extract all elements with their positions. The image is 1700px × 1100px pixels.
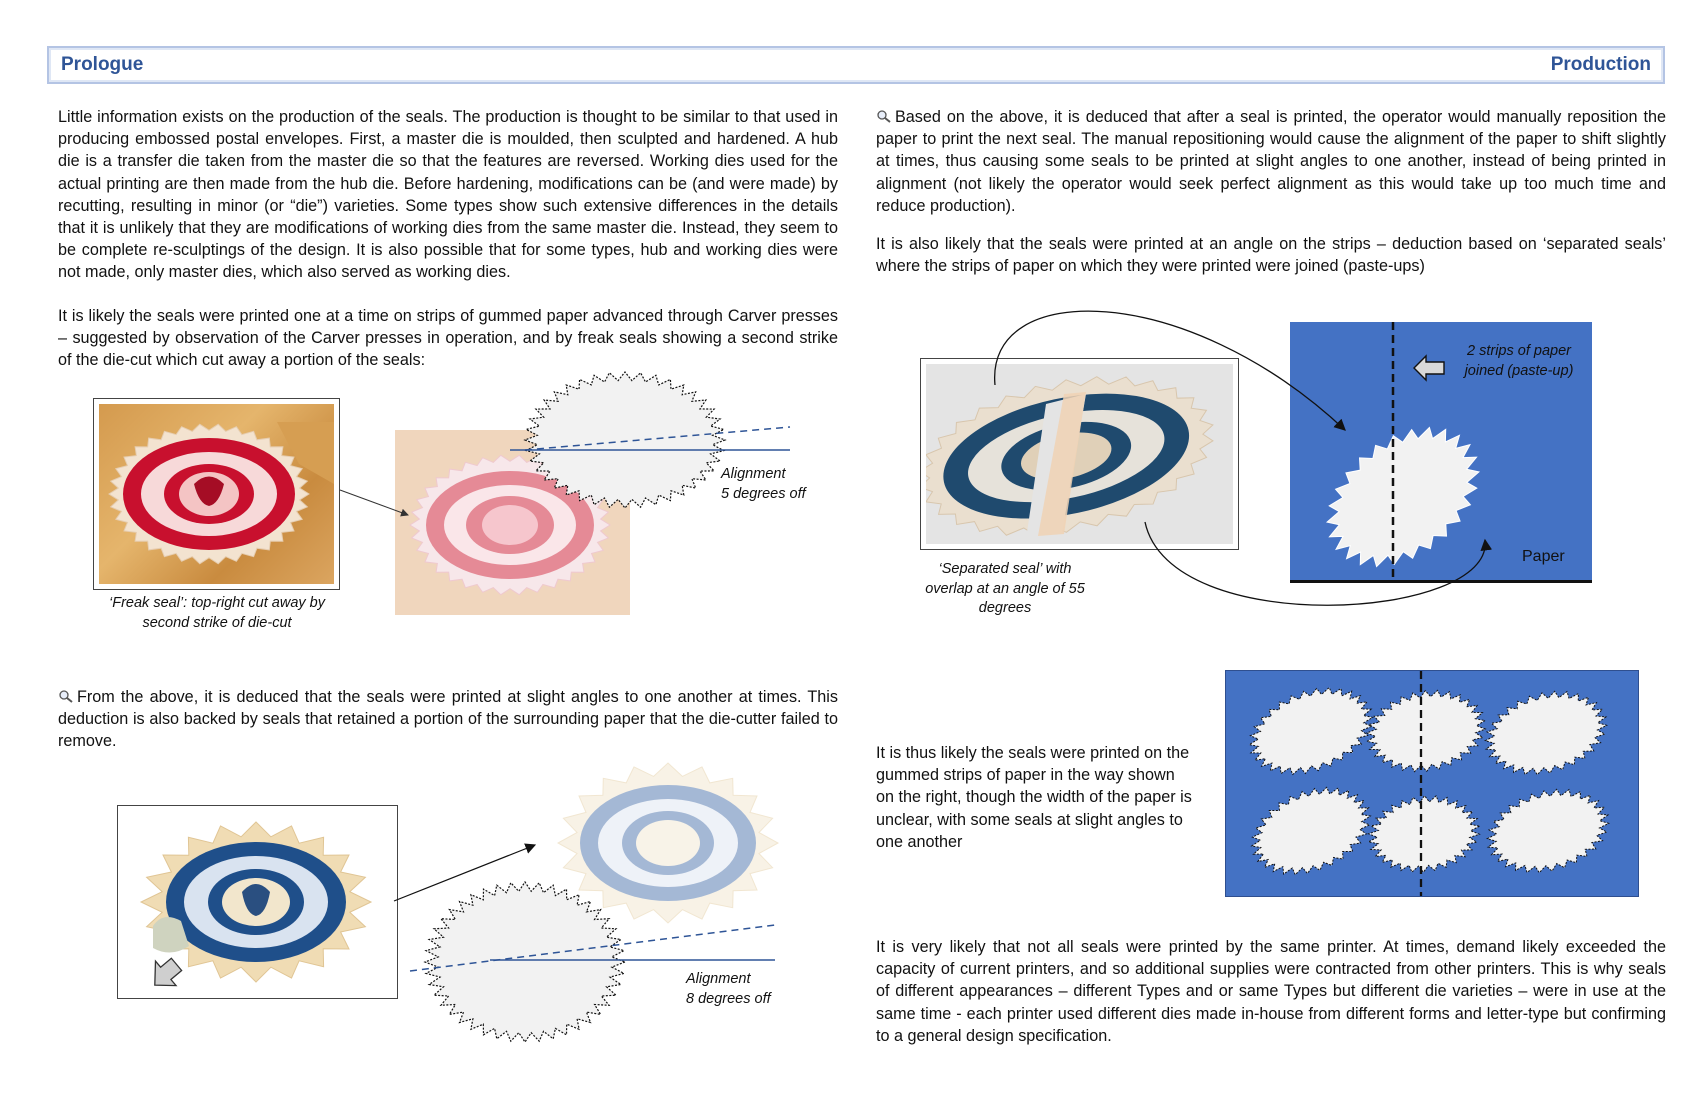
repositioning-text: Based on the above, it is deduced that after a seal is printed, the operator would manually reposition the paper to print the next seal. The manual repositioning would cause the alignment of the paper to shift slightly at times, thus causing some seals to be printed at slight angles to one another, instead of being printed in alignment (not likely the operator would seek perfect alignment as this would take up too much time and reduce production). (876, 108, 1666, 215)
section-title-prologue: Prologue (61, 54, 144, 75)
paste-up-arrows (985, 300, 1605, 620)
blue-seal-photo (117, 805, 398, 999)
seal-layout-diagram (1225, 670, 1639, 897)
repositioning-paragraph (876, 106, 1666, 217)
strips-label: 2 strips of paper joined (paste-up) (1464, 343, 1574, 379)
printing-method-paragraph: It is likely the seals were printed one at a time on strips of gummed paper advanced through Carver presses – suggested by observation of the Carver presses in operation, and by freak seals showing a second strike of the die-cut which cut away a portion of the seals: (58, 307, 838, 370)
multiple-printers-paragraph: It is very likely that not all seals were printed by the same printer. At times, demand likely exceeded the capacity of current printers, and so additional supplies were contracted from other printers. This is why seals of different appearances – different Types and or same Types but different die varieties – were in use at the same time - each printer used different dies made in-house from different forms and letter-type but confirming to a general design specification. (876, 938, 1666, 1045)
separated-seal-caption: ‘Separated seal’ with overlap at an angle of 55 degrees (925, 561, 1085, 616)
magnifier-icon (58, 687, 74, 701)
angles-deduction-paragraph (58, 686, 838, 753)
alignment-note-5-degrees: Alignment 5 degrees off (721, 466, 806, 502)
page-header (47, 46, 1665, 84)
angles-deduction-text: From the above, it is deduced that the seals were printed at slight angles to one another at times. This deduction is also backed by seals that retained a portion of the surrounding paper that the die-cutter failed to remove. (58, 688, 838, 751)
section-title-production: Production (1550, 54, 1651, 75)
freak-seal-photo (93, 398, 340, 590)
alignment-note-8-degrees: Alignment 8 degrees off (686, 971, 771, 1007)
strips-layout-paragraph: It is thus likely the seals were printed on the gummed strips of paper in the way shown on the right, though the width of the paper is unclear, with some seals at slight angles to one another (876, 744, 1192, 851)
freak-seal-caption: ‘Freak seal’: top-right cut away by second strike of die-cut (109, 595, 325, 631)
production-intro-paragraph: Little information exists on the production of the seals. The production is thought to be similar to that used in producing embossed postal envelopes. First, a master die is moulded, then sculpted and hardened. A hub die is a transfer die taken from the master die so that the features are reversed. Working dies used for the actual printing are then made from the hub die. Before hardening, modifications can be (and were made) by recutting, resulting in minor (or “die”) varieties. Some types show such extensive differences in the details that it is unlikely that they are modifications of working dies from the same master die. Instead, they seem to be complete re-sculptings of the design. It is also possible that for some types, hub and working dies were not made, only master dies, which also served as working dies. (58, 108, 838, 282)
paste-up-paragraph: It is also likely that the seals were printed at an angle on the strips – deduction based on ‘separated seals’ where the strips of paper on which they were printed were joined (paste-ups) (876, 235, 1666, 276)
alignment-diagram-2 (410, 870, 790, 1060)
freak-seal-arrow (338, 488, 418, 528)
magnifier-icon (876, 107, 892, 121)
paper-label: Paper (1522, 548, 1565, 565)
